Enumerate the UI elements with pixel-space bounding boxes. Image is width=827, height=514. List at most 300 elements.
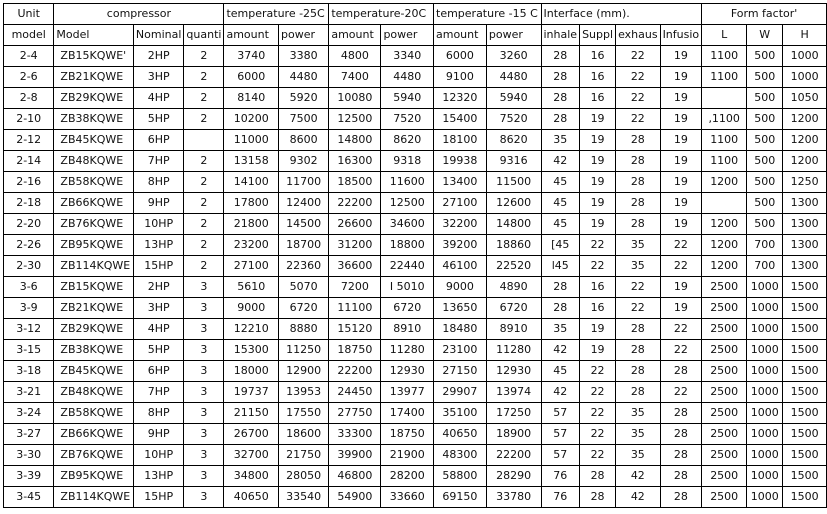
table-cell: 1100: [702, 67, 747, 88]
power-15-col-header: power: [486, 25, 541, 46]
model-col-header: model: [4, 25, 54, 46]
table-cell: 11700: [279, 172, 329, 193]
table-cell: 3: [184, 403, 224, 424]
table-cell: 33300: [329, 424, 381, 445]
table-cell: 1100: [702, 46, 747, 67]
table-cell: 58800: [434, 466, 487, 487]
table-cell: 1000: [747, 340, 783, 361]
table-row: [4, 277, 827, 298]
table-cell: 3: [184, 424, 224, 445]
table-cell: 12900: [279, 361, 329, 382]
table-cell: 1050: [783, 88, 827, 109]
table-cell: 1500: [783, 403, 827, 424]
table-cell: 22: [616, 46, 661, 67]
table-cell: 22: [580, 424, 616, 445]
table-cell: 2500: [702, 424, 747, 445]
table-cell: 19: [660, 67, 702, 88]
table-cell: 2-10: [4, 109, 54, 130]
table-cell: 9100: [434, 67, 487, 88]
table-cell: 22: [580, 445, 616, 466]
table-cell: 1000: [747, 424, 783, 445]
table-cell: 6720: [486, 298, 541, 319]
table-cell: 3380: [279, 46, 329, 67]
table-cell: 1500: [783, 361, 827, 382]
model-name-col-header: Model: [54, 25, 134, 46]
table-cell: 18750: [381, 424, 434, 445]
table-cell: 17400: [381, 403, 434, 424]
table-cell: 7520: [486, 109, 541, 130]
table-cell: 28: [616, 319, 661, 340]
table-cell: 21900: [381, 445, 434, 466]
compressor-header: compressor: [54, 4, 224, 25]
table-cell: 19: [580, 151, 616, 172]
table-cell: 7HP: [133, 382, 184, 403]
table-cell: 35: [616, 445, 661, 466]
table-cell: ZB21KQWE: [54, 298, 134, 319]
table-cell: 18480: [434, 319, 487, 340]
table-row: [4, 172, 827, 193]
table-cell: 3340: [381, 46, 434, 67]
supply-col-header: Suppl: [580, 25, 616, 46]
table-cell: 3: [184, 277, 224, 298]
table-cell: 28050: [279, 466, 329, 487]
table-cell: ZB38KQWE: [54, 340, 134, 361]
table-cell: ZB114KQWE: [54, 256, 134, 277]
table-cell: 19: [660, 277, 702, 298]
table-cell: 22: [660, 256, 702, 277]
table-cell: 22360: [279, 256, 329, 277]
table-row: [4, 235, 827, 256]
table-cell: 28: [616, 130, 661, 151]
table-cell: 500: [747, 46, 783, 67]
table-cell: 8620: [381, 130, 434, 151]
table-cell: 1100: [702, 151, 747, 172]
table-cell: 34600: [381, 214, 434, 235]
table-cell: 35100: [434, 403, 487, 424]
table-cell: 35: [616, 424, 661, 445]
table-cell: ZB45KQWE: [54, 361, 134, 382]
table-row: [4, 193, 827, 214]
table-cell: ZB58KQWE: [54, 403, 134, 424]
table-cell: ZB66KQWE: [54, 424, 134, 445]
table-cell: 2500: [702, 319, 747, 340]
table-cell: 32700: [224, 445, 279, 466]
table-cell: ZB38KQWE: [54, 109, 134, 130]
table-cell: 28: [541, 46, 580, 67]
exhaust-col-header: exhaus: [616, 25, 661, 46]
table-cell: l45: [541, 256, 580, 277]
table-cell: ZB15KQWE: [54, 277, 134, 298]
table-cell: 14800: [329, 130, 381, 151]
table-cell: 1000: [747, 487, 783, 508]
table-cell: 1500: [783, 445, 827, 466]
table-cell: 5HP: [133, 109, 184, 130]
table-cell: 1300: [783, 235, 827, 256]
table-cell: ZB95KQWE: [54, 235, 134, 256]
table-cell: 19: [580, 130, 616, 151]
table-cell: 22: [616, 109, 661, 130]
table-cell: 28: [660, 403, 702, 424]
table-cell: 6720: [279, 298, 329, 319]
table-cell: 22200: [329, 361, 381, 382]
table-cell: 8880: [279, 319, 329, 340]
table-cell: 15120: [329, 319, 381, 340]
table-cell: 5610: [224, 277, 279, 298]
table-cell: 22440: [381, 256, 434, 277]
table-cell: 1000: [747, 403, 783, 424]
table-cell: 9HP: [133, 424, 184, 445]
table-cell: 29907: [434, 382, 487, 403]
table-cell: 76: [541, 487, 580, 508]
table-cell: 3-9: [4, 298, 54, 319]
table-cell: 22: [660, 382, 702, 403]
table-cell: 22: [616, 88, 661, 109]
table-cell: 16: [580, 277, 616, 298]
table-cell: 19: [580, 172, 616, 193]
table-cell: 19: [660, 88, 702, 109]
table-cell: 10HP: [133, 214, 184, 235]
table-cell: [702, 193, 747, 214]
table-cell: ZB21KQWE: [54, 67, 134, 88]
table-cell: 12930: [486, 361, 541, 382]
table-cell: 3260: [486, 46, 541, 67]
table-cell: 500: [747, 67, 783, 88]
table-cell: 28: [580, 487, 616, 508]
table-cell: 23200: [224, 235, 279, 256]
table-cell: 27750: [329, 403, 381, 424]
table-cell: 5070: [279, 277, 329, 298]
table-cell: 28: [660, 445, 702, 466]
table-cell: 39200: [434, 235, 487, 256]
table-cell: 13953: [279, 382, 329, 403]
table-row: [4, 151, 827, 172]
table-cell: 3-27: [4, 424, 54, 445]
table-cell: 5940: [486, 88, 541, 109]
table-cell: 7200: [329, 277, 381, 298]
table-cell: 18800: [381, 235, 434, 256]
table-cell: 14800: [486, 214, 541, 235]
table-cell: 10HP: [133, 445, 184, 466]
table-cell: 12500: [381, 193, 434, 214]
table-cell: ZB76KQWE: [54, 445, 134, 466]
table-cell: 500: [747, 214, 783, 235]
table-cell: 4890: [486, 277, 541, 298]
table-cell: 3-24: [4, 403, 54, 424]
table-cell: [45: [541, 235, 580, 256]
table-cell: 19: [660, 298, 702, 319]
table-cell: 22: [616, 67, 661, 88]
table-cell: 18100: [434, 130, 487, 151]
table-cell: 6000: [224, 67, 279, 88]
table-cell: 1500: [783, 466, 827, 487]
table-cell: 3-6: [4, 277, 54, 298]
table-cell: 8140: [224, 88, 279, 109]
table-cell: 10080: [329, 88, 381, 109]
table-cell: 22200: [486, 445, 541, 466]
table-cell: 3-18: [4, 361, 54, 382]
table-cell: 1000: [747, 277, 783, 298]
table-cell: 500: [747, 109, 783, 130]
table-cell: 11250: [279, 340, 329, 361]
table-cell: 28: [541, 277, 580, 298]
amount-20-col-header: amount: [329, 25, 381, 46]
table-cell: 13977: [381, 382, 434, 403]
table-cell: 3-15: [4, 340, 54, 361]
table-cell: 3-30: [4, 445, 54, 466]
table-cell: 1000: [747, 298, 783, 319]
infusion-col-header: Infusio: [660, 25, 702, 46]
table-cell: ,1100: [702, 109, 747, 130]
table-cell: 2500: [702, 277, 747, 298]
table-row: [4, 403, 827, 424]
table-cell: 45: [541, 193, 580, 214]
table-cell: 39900: [329, 445, 381, 466]
table-cell: 5HP: [133, 340, 184, 361]
table-cell: 1200: [702, 256, 747, 277]
table-cell: 34800: [224, 466, 279, 487]
inhale-col-header: inhale: [541, 25, 580, 46]
table-cell: 16: [580, 46, 616, 67]
table-row: [4, 298, 827, 319]
table-cell: 33540: [279, 487, 329, 508]
table-cell: 36600: [329, 256, 381, 277]
table-cell: 1300: [783, 193, 827, 214]
table-cell: 2-12: [4, 130, 54, 151]
table-cell: 2-26: [4, 235, 54, 256]
table-cell: 15HP: [133, 487, 184, 508]
table-cell: 9HP: [133, 193, 184, 214]
table-cell: 18750: [329, 340, 381, 361]
compressor-spec-table: [3, 3, 827, 508]
table-row: [4, 67, 827, 88]
table-cell: 11280: [486, 340, 541, 361]
table-cell: 22: [580, 361, 616, 382]
table-cell: 11000: [224, 130, 279, 151]
table-cell: 28: [616, 172, 661, 193]
table-row: [4, 487, 827, 508]
table-cell: 700: [747, 256, 783, 277]
table-cell: 40650: [224, 487, 279, 508]
table-cell: 1300: [783, 256, 827, 277]
table-cell: 24450: [329, 382, 381, 403]
table-cell: 3-39: [4, 466, 54, 487]
table-cell: 5940: [381, 88, 434, 109]
table-cell: 54900: [329, 487, 381, 508]
table-cell: 46100: [434, 256, 487, 277]
table-cell: 1000: [747, 466, 783, 487]
table-cell: 3HP: [133, 67, 184, 88]
table-cell: 2500: [702, 403, 747, 424]
table-cell: 2: [184, 214, 224, 235]
table-cell: 11280: [381, 340, 434, 361]
table-cell: 1200: [783, 109, 827, 130]
table-cell: 13HP: [133, 235, 184, 256]
table-cell: 4HP: [133, 319, 184, 340]
table-cell: 2-18: [4, 193, 54, 214]
unit-header: Unit: [4, 4, 54, 25]
table-cell: 2: [184, 109, 224, 130]
table-cell: 1250: [783, 172, 827, 193]
table-cell: 700: [747, 235, 783, 256]
table-cell: 4HP: [133, 88, 184, 109]
table-row: [4, 466, 827, 487]
table-cell: 10200: [224, 109, 279, 130]
table-cell: 13158: [224, 151, 279, 172]
table-cell: 3: [184, 487, 224, 508]
table-cell: 1000: [747, 319, 783, 340]
header-row-columns: [4, 25, 827, 46]
table-cell: 7520: [381, 109, 434, 130]
table-cell: 42: [616, 466, 661, 487]
table-cell: 35: [541, 130, 580, 151]
table-cell: 42: [616, 487, 661, 508]
table-cell: 500: [747, 151, 783, 172]
table-cell: 2: [184, 88, 224, 109]
table-cell: 2500: [702, 298, 747, 319]
table-cell: 4480: [279, 67, 329, 88]
table-cell: ZB48KQWE: [54, 382, 134, 403]
table-row: [4, 340, 827, 361]
table-cell: 33780: [486, 487, 541, 508]
table-cell: 22200: [329, 193, 381, 214]
table-cell: 40650: [434, 424, 487, 445]
table-cell: 2: [184, 151, 224, 172]
table-cell: 27150: [434, 361, 487, 382]
power-25-col-header: power: [279, 25, 329, 46]
table-row: [4, 130, 827, 151]
table-cell: 6HP: [133, 130, 184, 151]
table-cell: 16: [580, 88, 616, 109]
table-cell: 28: [541, 67, 580, 88]
table-cell: 28: [616, 214, 661, 235]
table-cell: 22: [580, 235, 616, 256]
table-cell: 22: [580, 382, 616, 403]
table-cell: 22: [660, 235, 702, 256]
temp-15-header: temperature -15 C: [434, 4, 542, 25]
table-cell: 13974: [486, 382, 541, 403]
table-cell: 8HP: [133, 172, 184, 193]
table-cell: ZB58KQWE: [54, 172, 134, 193]
table-cell: 4800: [329, 46, 381, 67]
table-cell: 1500: [783, 340, 827, 361]
table-cell: 35: [616, 235, 661, 256]
table-cell: 31200: [329, 235, 381, 256]
table-cell: 2-8: [4, 88, 54, 109]
table-cell: ZB45KQWE: [54, 130, 134, 151]
table-row: [4, 109, 827, 130]
table-cell: 3: [184, 340, 224, 361]
table-cell: 16: [580, 298, 616, 319]
table-cell: 1500: [783, 487, 827, 508]
table-cell: 7500: [279, 109, 329, 130]
table-cell: 19: [660, 193, 702, 214]
table-cell: 8910: [486, 319, 541, 340]
table-cell: 19737: [224, 382, 279, 403]
table-cell: 2: [184, 172, 224, 193]
table-cell: 8HP: [133, 403, 184, 424]
table-cell: 2HP: [133, 277, 184, 298]
table-cell: 6000: [434, 46, 487, 67]
table-row: [4, 361, 827, 382]
width-col-header: W: [747, 25, 783, 46]
table-cell: [184, 130, 224, 151]
table-cell: 19: [580, 340, 616, 361]
table-cell: 16: [580, 67, 616, 88]
table-cell: 3: [184, 382, 224, 403]
table-cell: 19: [580, 319, 616, 340]
table-cell: 2500: [702, 466, 747, 487]
table-cell: 1500: [783, 277, 827, 298]
table-cell: 2-20: [4, 214, 54, 235]
table-cell: 15300: [224, 340, 279, 361]
table-cell: 1000: [783, 67, 827, 88]
table-cell: 8620: [486, 130, 541, 151]
table-cell: 13400: [434, 172, 487, 193]
table-cell: 1500: [783, 424, 827, 445]
table-cell: 28: [541, 88, 580, 109]
table-cell: 3-12: [4, 319, 54, 340]
table-cell: 19: [660, 130, 702, 151]
table-cell: 8600: [279, 130, 329, 151]
table-cell: 4480: [486, 67, 541, 88]
table-cell: 32200: [434, 214, 487, 235]
table-cell: ZB76KQWE: [54, 214, 134, 235]
table-cell: 42: [541, 382, 580, 403]
table-cell: 9318: [381, 151, 434, 172]
table-cell: 2-16: [4, 172, 54, 193]
table-row: [4, 445, 827, 466]
table-cell: 27100: [434, 193, 487, 214]
table-cell: 3-45: [4, 487, 54, 508]
table-cell: 28: [541, 109, 580, 130]
temp-25-header: temperature -25C: [224, 4, 329, 25]
table-cell: 22: [616, 277, 661, 298]
table-cell: 500: [747, 193, 783, 214]
table-cell: 21750: [279, 445, 329, 466]
table-row: [4, 88, 827, 109]
amount-15-col-header: amount: [434, 25, 487, 46]
table-cell: 1100: [702, 130, 747, 151]
table-cell: 3740: [224, 46, 279, 67]
table-cell: 2-30: [4, 256, 54, 277]
table-cell: 500: [747, 130, 783, 151]
table-cell: 21800: [224, 214, 279, 235]
table-cell: 35: [616, 256, 661, 277]
table-cell: 19: [660, 109, 702, 130]
table-cell: 19: [660, 214, 702, 235]
table-cell: 18900: [486, 424, 541, 445]
table-cell: 4480: [381, 67, 434, 88]
table-cell: 9000: [434, 277, 487, 298]
table-cell: 35: [616, 403, 661, 424]
table-cell: 19: [580, 214, 616, 235]
table-cell: 2HP: [133, 46, 184, 67]
table-cell: 8910: [381, 319, 434, 340]
table-cell: ZB114KQWE: [54, 487, 134, 508]
table-cell: 57: [541, 424, 580, 445]
temp-20-header: temperature-20C: [329, 4, 434, 25]
table-cell: 1500: [783, 319, 827, 340]
table-cell: 12500: [329, 109, 381, 130]
table-cell: 14100: [224, 172, 279, 193]
table-cell: 42: [541, 151, 580, 172]
table-cell: ZB15KQWE': [54, 46, 134, 67]
table-cell: 2: [184, 67, 224, 88]
table-cell: 28: [660, 361, 702, 382]
table-cell: 12320: [434, 88, 487, 109]
table-cell: ZB48KQWE: [54, 151, 134, 172]
table-cell: 6720: [381, 298, 434, 319]
